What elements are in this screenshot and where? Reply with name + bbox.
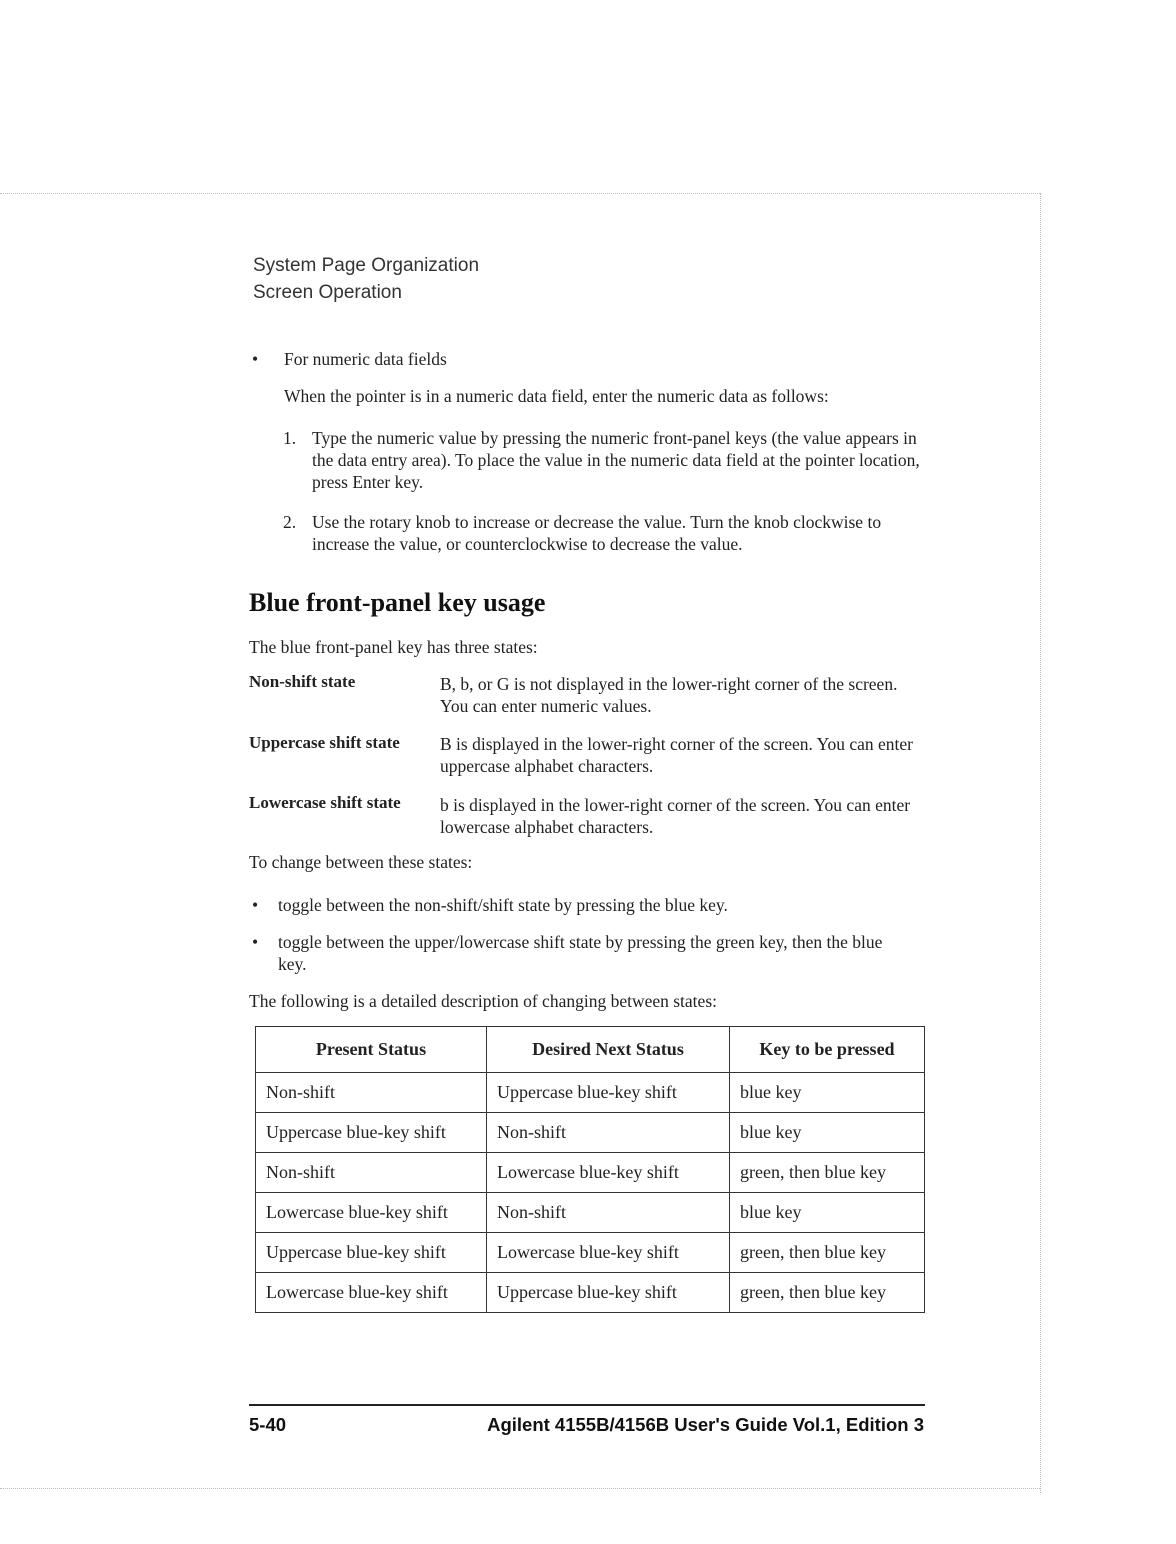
cell: Uppercase blue-key shift <box>487 1273 730 1313</box>
cell: Lowercase blue-key shift <box>487 1153 730 1193</box>
state-definition: b is displayed in the lower-right corner of the screen. You can enter lowercase alphabet characters. <box>440 795 911 837</box>
header-section: Screen Operation <box>253 282 402 303</box>
column-header: Key to be pressed <box>730 1027 925 1073</box>
cell: blue key <box>730 1113 925 1153</box>
table-row <box>256 1113 925 1153</box>
state-definition: B, b, or G is not displayed in the lower-right corner of the screen. You can enter numeric values. <box>440 674 898 716</box>
footer-divider <box>249 1404 925 1406</box>
cell: Uppercase blue-key shift <box>256 1233 487 1273</box>
cell: green, then blue key <box>730 1153 925 1193</box>
table-row <box>256 1153 925 1193</box>
bullet-item: toggle between the non-shift/shift state by pressing the blue key. <box>278 895 728 915</box>
scan-edge-top <box>0 193 1040 194</box>
state-term: Non-shift state <box>249 672 356 691</box>
header-chapter: System Page Organization <box>253 255 480 276</box>
cell: blue key <box>730 1193 925 1233</box>
page-number: 5-40 <box>249 1414 287 1435</box>
state-transition-table <box>255 1026 925 1313</box>
cell: blue key <box>730 1073 925 1113</box>
bullet-icon: • <box>252 895 259 915</box>
step-text: Type the numeric value by pressing the numeric front-panel keys (the value appears in the data entry area). To place the value in the numeric data field at the pointer location, press Enter key. <box>312 428 920 492</box>
cell: Lowercase blue-key shift <box>256 1193 487 1233</box>
section-heading: Blue front-panel key usage <box>249 588 546 617</box>
cell: Uppercase blue-key shift <box>487 1073 730 1113</box>
table-row <box>256 1233 925 1273</box>
cell: Lowercase blue-key shift <box>256 1273 487 1313</box>
table-row <box>256 1073 925 1113</box>
bullet-icon: • <box>252 932 259 952</box>
running-header <box>253 252 479 306</box>
cell: green, then blue key <box>730 1233 925 1273</box>
scan-edge-bottom <box>0 1488 1040 1489</box>
table-intro: The following is a detailed description of changing between states: <box>249 991 717 1011</box>
states-intro: The blue front-panel key has three states: <box>249 637 538 657</box>
state-term: Uppercase shift state <box>249 733 400 752</box>
cell: Non-shift <box>487 1193 730 1233</box>
column-header: Desired Next Status <box>487 1027 730 1073</box>
footer-title: Agilent 4155B/4156B User's Guide Vol.1, Edition 3 <box>487 1414 924 1435</box>
scan-edge-right <box>1040 193 1041 1493</box>
table-row <box>256 1193 925 1233</box>
cell: Uppercase blue-key shift <box>256 1113 487 1153</box>
bullet-item: toggle between the upper/lowercase shift state by pressing the green key, then the blue key. <box>278 932 883 974</box>
cell: Non-shift <box>487 1113 730 1153</box>
numeric-title: For numeric data fields <box>284 349 447 369</box>
change-intro: To change between these states: <box>249 852 473 872</box>
step-number: 2. <box>283 512 297 532</box>
cell: Non-shift <box>256 1073 487 1113</box>
cell: Non-shift <box>256 1153 487 1193</box>
table-row <box>256 1273 925 1313</box>
state-term: Lowercase shift state <box>249 793 401 812</box>
state-definition: B is displayed in the lower-right corner of the screen. You can enter uppercase alphabet characters. <box>440 734 913 776</box>
table-header-row <box>256 1027 925 1073</box>
numeric-bullet: • <box>252 349 259 369</box>
numeric-intro: When the pointer is in a numeric data field, enter the numeric data as follows: <box>284 386 829 406</box>
cell: green, then blue key <box>730 1273 925 1313</box>
column-header: Present Status <box>256 1027 487 1073</box>
cell: Lowercase blue-key shift <box>487 1233 730 1273</box>
step-text: Use the rotary knob to increase or decrease the value. Turn the knob clockwise to increase the value, or counterclockwise to decrease the value. <box>312 512 882 554</box>
step-number: 1. <box>283 428 297 448</box>
